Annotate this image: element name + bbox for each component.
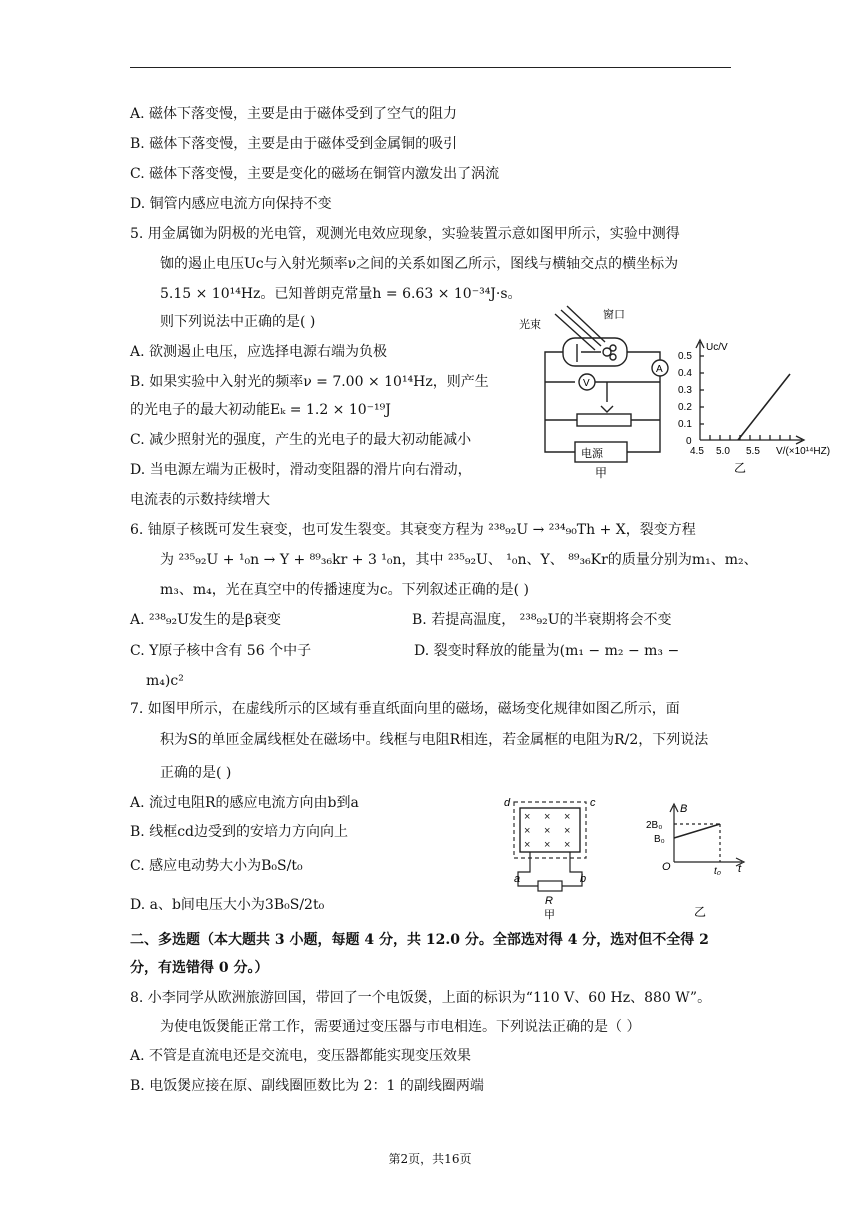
fig7-origin: O: [662, 861, 671, 873]
fig7-field-cross: ×: [544, 811, 551, 823]
fig5-stopping-voltage-line: [738, 374, 790, 440]
fig5-label-guangshu: 光束: [519, 319, 541, 331]
q6-option-b: B. 若提高温度， ²³⁸₉₂U的半衰期将会不变: [412, 612, 672, 628]
q6-stem-line3: m₃、m₄，光在真空中的传播速度为c。下列叙述正确的是( ): [160, 582, 529, 598]
q5-figure-yi-graph: [672, 334, 844, 484]
q5-figure-jia-circuit: [515, 302, 685, 480]
q7-option-c: C. 感应电动势大小为B₀S/t₀: [130, 858, 303, 874]
q5-option-d-line2: 电流表的示数持续增大: [130, 492, 270, 508]
q7-stem-line3: 正确的是( ): [160, 765, 232, 781]
q5-option-d-line1: D. 当电源左端为正极时，滑动变阻器的滑片向右滑动，: [130, 462, 472, 478]
q6-option-d-line1: D. 裂变时释放的能量为(m₁ − m₂ − m₃ −: [414, 643, 680, 659]
q6-stem-line2: 为 ²³⁵₉₂U + ¹₀n → Y + ⁸⁹₃₆kr + 3 ¹₀n，其中 ²³⁵₉₂U、 ¹₀n、Y、 ⁸⁹₃₆Kr的质量分别为m₁、m₂、: [160, 552, 758, 568]
fig5-caption-jia: 甲: [595, 466, 608, 480]
fig7-terminal-b: b: [580, 873, 587, 885]
fig5-ammeter-label: A: [656, 364, 663, 375]
fig5-ytick: 0.4: [678, 368, 692, 379]
fig5-ytick: 0.1: [678, 419, 692, 430]
q8-stem-line2: 为使电饭煲能正常工作，需要通过变压器与市电相连。下列说法正确的是（ ）: [160, 1019, 641, 1035]
q8-option-a: A. 不管是直流电还是交流电，变压器都能实现变压效果: [130, 1048, 472, 1064]
fig7-field-cross: ×: [564, 839, 571, 851]
page-footer: 第2页，共16页: [388, 1152, 472, 1166]
fig7-corner-d: d: [504, 797, 511, 809]
fig5-ytick: 0.2: [678, 402, 692, 413]
fig7-corner-c: c: [590, 797, 596, 809]
q6-option-c: C. Y原子核中含有 56 个中子: [130, 643, 312, 659]
q7-figure-yi-graph: [640, 800, 750, 924]
section2-heading-line1: 二、多选题（本大题共 3 小题，每题 4 分，共 12.0 分。全部选对得 4 分，选对但不全得 2: [130, 932, 709, 948]
fig5-xtick: 5.0: [716, 446, 730, 457]
fig5-ytick: 0.3: [678, 385, 692, 396]
q7-stem-line2: 积为S的单匝金属线框处在磁场中。线框与电阻R相连，若金属框的电阻为R/2，下列说法: [160, 732, 709, 748]
header-rule: [130, 67, 731, 68]
q5-option-c: C. 减少照射光的强度，产生的光电子的最大初动能减小: [130, 432, 472, 448]
q6-stem-line1: 6. 铀原子核既可发生衰变，也可发生裂变。其衰变方程为 ²³⁸₉₂U → ²³⁴₉₀Th + X，裂变方程: [130, 522, 696, 538]
q7-option-d: D. a、b间电压大小为3B₀S/2t₀: [130, 897, 325, 913]
q5-stem-line4: 则下列说法中正确的是( ): [160, 314, 316, 330]
fig7-axis-t: t: [738, 863, 742, 875]
fig7-label-2b0: 2B₀: [646, 820, 663, 831]
fig5-caption-yi: 乙: [734, 461, 747, 475]
fig7-field-cross: ×: [544, 839, 551, 851]
q4-option-b: B. 磁体下落变慢，主要是由于磁体受到金属铜的吸引: [130, 136, 458, 152]
fig7-field-cross: ×: [564, 811, 571, 823]
fig7-field-cross: ×: [524, 811, 531, 823]
q7-option-a: A. 流过电阻R的感应电流方向由b到a: [130, 795, 359, 811]
q8-stem-line1: 8. 小李同学从欧洲旅游回国，带回了一个电饭煲，上面的标识为“110 V、60 Hz、880 W”。: [130, 990, 712, 1006]
fig7-label-b0: B₀: [654, 834, 665, 845]
fig7-field-cross: ×: [544, 825, 551, 837]
fig7-b-line: [674, 824, 720, 838]
q5-stem-line2: 铷的遏止电压Uᴄ与入射光频率ν之间的关系如图乙所示，图线与横轴交点的横坐标为: [160, 256, 679, 272]
q6-option-d-line2: m₄)c²: [146, 673, 184, 689]
fig7-label-t0: t₀: [714, 866, 721, 877]
q8-option-b: B. 电饭煲应接在原、副线圈匝数比为 2：1 的副线圈两端: [130, 1078, 484, 1094]
fig5-y-axis-label: Uc/V: [706, 342, 728, 353]
q4-option-c: C. 磁体下落变慢，主要是变化的磁场在铜管内激发出了涡流: [130, 166, 500, 182]
q5-option-b-line2: 的光电子的最大初动能Eₖ = 1.2 × 10⁻¹⁹J: [130, 402, 391, 418]
fig5-source-label: 电源: [581, 448, 603, 460]
fig5-ytick: 0.5: [678, 351, 692, 362]
q4-option-a: A. 磁体下落变慢，主要是由于磁体受到了空气的阻力: [130, 106, 458, 122]
fig7-caption-yi: 乙: [694, 905, 707, 919]
fig5-x-axis-label: V/(×10¹⁴HZ): [776, 446, 831, 457]
fig5-xtick: 5.5: [746, 446, 760, 457]
q7-stem-line1: 7. 如图甲所示，在虚线所示的区域有垂直纸面向里的磁场，磁场变化规律如图乙所示，面: [130, 701, 680, 717]
q5-option-a: A. 欲测遏止电压，应选择电源右端为负极: [130, 344, 388, 360]
fig7-resistor-r: R: [545, 895, 553, 907]
q7-option-b: B. 线框cd边受到的安培力方向向上: [130, 824, 348, 840]
q4-option-d: D. 铜管内感应电流方向保持不变: [130, 196, 332, 212]
fig7-field-cross: ×: [564, 825, 571, 837]
fig7-field-cross: ×: [524, 825, 531, 837]
fig7-caption-jia: 甲: [544, 909, 555, 921]
q5-stem-line1: 5. 用金属铷为阴极的光电管，观测光电效应现象，实验装置示意如图甲所示，实验中测得: [130, 226, 680, 242]
fig7-field-cross: ×: [524, 839, 531, 851]
fig5-xtick: 4.5: [690, 446, 704, 457]
q5-stem-line3: 5.15 × 10¹⁴Hz。已知普朗克常量h = 6.63 × 10⁻³⁴J·s。: [160, 286, 522, 302]
q6-option-a: A. ²³⁸₉₂U发生的是β衰变: [130, 612, 281, 628]
fig5-label-chuangkou: 窗口: [603, 309, 625, 321]
q7-figure-jia-frame: [500, 794, 610, 924]
fig5-ytick: 0: [686, 436, 692, 447]
q5-option-b-line1: B. 如果实验中入射光的频率ν = 7.00 × 10¹⁴Hz，则产生: [130, 374, 489, 390]
fig7-axis-b: B: [680, 803, 688, 815]
fig7-terminal-a: a: [514, 873, 521, 885]
fig5-voltmeter-label: V: [583, 378, 590, 389]
section2-heading-line2: 分，有选错得 0 分。）: [130, 960, 269, 976]
